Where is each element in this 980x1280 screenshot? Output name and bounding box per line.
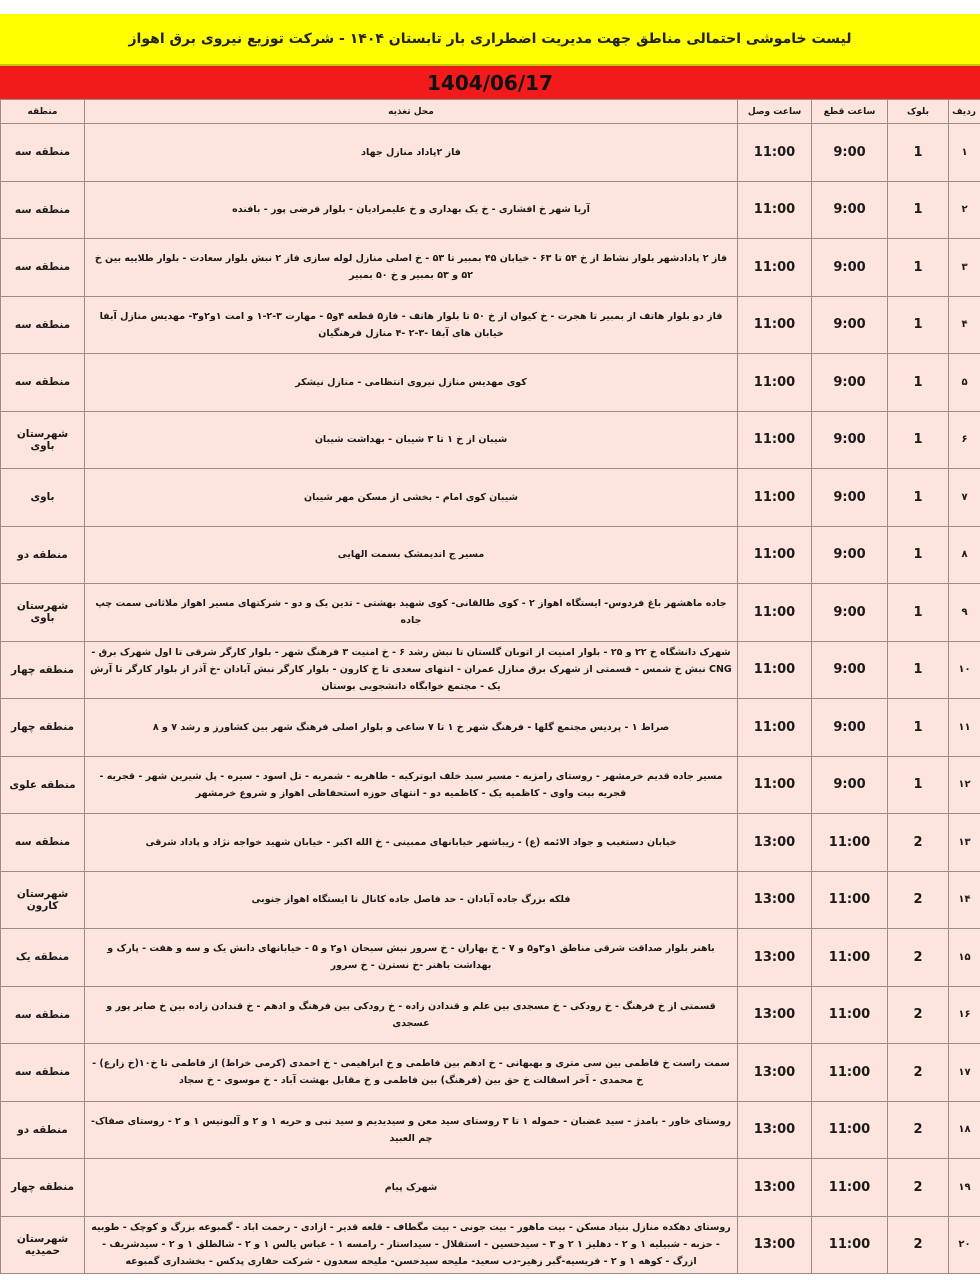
- region-cell: منطقه سه: [1, 814, 85, 872]
- header-block: بلوک: [888, 100, 949, 124]
- location-cell: شهرک دانشگاه خ ۲۲ و ۲۵ - بلوار امنیت از اتوبان گلستان تا نبش رشد ۶ - خ امنیت ۳ فرهنگ شهر - بلوار کارگر شرقی تا اول شهرک برق - CNG نبش خ شمس - قسمتی از شهرک برق منازل عمران - انتهای سعدی تا خ کارون - بلوار کارگر نبش آبادان -خ آذر از بلوار کارگر تا آرش یک - مجتمع خوابگاه دانشجویی بوستان: [85, 641, 738, 699]
- cut-time-cell: 9:00: [812, 526, 888, 584]
- cut-time-cell: 11:00: [812, 814, 888, 872]
- location-cell: شیبان کوی امام - بخشی از مسکن مهر شیبان: [85, 469, 738, 527]
- row-number: ۶: [949, 411, 980, 469]
- row-number: ۱۱: [949, 699, 980, 757]
- page-title: لیست خاموشی احتمالی مناطق جهت مدیریت اضطراری بار تابستان ۱۴۰۴ - شرکت توزیع نیروی برق اهواز: [0, 14, 980, 66]
- table-row: [1, 124, 980, 182]
- row-number: ۱۷: [949, 1044, 980, 1102]
- cut-time-cell: 11:00: [812, 1159, 888, 1217]
- block-cell: 2: [888, 986, 949, 1044]
- location-cell: مسیر جاده قدیم خرمشهر - روستای رامزیه - مسیر سید خلف ابوترکیه - طاهریه - شمریه - تل اسود - سیره - پل شیرین شهر - قجریه - قجریه بیت واوی - کاظمیه یک - کاظمیه دو - انتهای حوزه استحفاظی اهواز و شروع خرمشهر: [85, 756, 738, 814]
- cut-time-cell: 9:00: [812, 354, 888, 412]
- table-row: [1, 986, 980, 1044]
- block-cell: 1: [888, 411, 949, 469]
- cut-time-cell: 9:00: [812, 411, 888, 469]
- block-cell: 2: [888, 1044, 949, 1102]
- connect-time-cell: 11:00: [738, 756, 812, 814]
- location-cell: فلکه بزرگ جاده آبادان - حد فاصل جاده کانال تا ایستگاه اهواز جنوبی: [85, 871, 738, 929]
- cut-time-cell: 11:00: [812, 1216, 888, 1274]
- table-row: [1, 641, 980, 699]
- region-cell: منطقه چهار: [1, 699, 85, 757]
- cut-time-cell: 9:00: [812, 641, 888, 699]
- table-row: [1, 411, 980, 469]
- region-cell: منطقه چهار: [1, 641, 85, 699]
- block-cell: 2: [888, 929, 949, 987]
- cut-time-cell: 9:00: [812, 699, 888, 757]
- block-cell: 2: [888, 1101, 949, 1159]
- table-row: [1, 1216, 980, 1274]
- table-row: [1, 584, 980, 642]
- location-cell: فاز ۲ پادادشهر بلوار نشاط از خ ۵۴ تا ۶۳ - خیابان ۴۵ بمبیر تا ۵۳ - خ اصلی منازل لوله سازی فاز ۲ نبش بلوار سعادت - بلوار طلاییه بین خ ۵۲ و ۵۳ بمبیر و خ ۵۰ بمبیر: [85, 239, 738, 297]
- block-cell: 1: [888, 354, 949, 412]
- row-number: ۱۶: [949, 986, 980, 1044]
- connect-time-cell: 11:00: [738, 181, 812, 239]
- location-cell: روستای دهکده منازل بنیاد مسکن - بیت ماهور - بیت جونی - بیت مگطاف - قلعه قدیر - ازادی - رحمت اباد - گمبوعه بزرگ و کوچک - طوبیه - حزبه - شبیلیه ۱ و ۲ - دهلیز ۱ ۲ و ۳ - سیدحسین - استقلال - سیداستار - رامسه ۱ - عباس یالس ۱ و ۲ - شالطلق ۱ و ۲ - سیدشریف - ازرگ - کوهه ۱ و ۲ - فریسیه-گبر زهیر-دب سعید- ملیحه سیدحسن- ملیحه سعدون - شرکت حفاری پدکس - بخشداری گمبوعه: [85, 1216, 738, 1274]
- row-number: ۱۰: [949, 641, 980, 699]
- connect-time-cell: 11:00: [738, 641, 812, 699]
- row-number: ۲۰: [949, 1216, 980, 1274]
- location-cell: قسمتی از خ فرهنگ - خ رودکی - خ مسجدی بین علم و قندادن زاده - خ رودکی بین فرهنگ و ادهم - خ قندادن زاده بین خ صابر پور و عسجدی: [85, 986, 738, 1044]
- connect-time-cell: 11:00: [738, 296, 812, 354]
- row-number: ۳: [949, 239, 980, 297]
- header-location: محل تغذیه: [85, 100, 738, 124]
- row-number: ۲: [949, 181, 980, 239]
- region-cell: منطقه سه: [1, 354, 85, 412]
- location-cell: جاده ماهشهر باغ فردوس- ایستگاه اهواز ۲ - کوی طالقانی- کوی شهید بهشتی - تدین یک و دو - شرکتهای مسیر اهواز ملاثانی سمت چپ جاده: [85, 584, 738, 642]
- header-radif: ردیف: [949, 100, 980, 124]
- block-cell: 1: [888, 584, 949, 642]
- connect-time-cell: 11:00: [738, 239, 812, 297]
- row-number: ۵: [949, 354, 980, 412]
- block-cell: 1: [888, 181, 949, 239]
- cut-time-cell: 11:00: [812, 1044, 888, 1102]
- block-cell: 1: [888, 641, 949, 699]
- block-cell: 2: [888, 1216, 949, 1274]
- region-cell: منطقه دو: [1, 1101, 85, 1159]
- region-cell: منطقه سه: [1, 124, 85, 182]
- cut-time-cell: 11:00: [812, 1101, 888, 1159]
- cut-time-cell: 9:00: [812, 181, 888, 239]
- table-row: [1, 354, 980, 412]
- location-cell: باهنر بلوار صداقت شرقی مناطق ۱و۳و۵ و ۷ - خ بهاران - خ سرور نبش سبحان ۱و۲ و ۵ - خیابانهای دانش یک و سه و هفت - پارک و بهداشت باهنر -خ نسترن - خ سرور: [85, 929, 738, 987]
- connect-time-cell: 13:00: [738, 1159, 812, 1217]
- row-number: ۸: [949, 526, 980, 584]
- location-cell: فاز دو بلوار هاتف از بمبیر تا هجرت - خ کیوان از خ ۵۰ تا بلوار هاتف - فاز۵ قطعه ۴و۵ - مهارت ۳-۲-۱ و امت ۱و۲و۳- مهدیس منازل آبفا خیابان های آبفا -۳-۲ -۴ منازل فرهنگیان: [85, 296, 738, 354]
- location-cell: خیابان دستغیب و جواد الائمه (ع) - زیباشهر خیابانهای ممبینی - خ الله اکبر - خیابان شهید خواجه نژاد و پاداد شرقی: [85, 814, 738, 872]
- connect-time-cell: 13:00: [738, 871, 812, 929]
- row-number: ۱۳: [949, 814, 980, 872]
- region-cell: منطقه علوی: [1, 756, 85, 814]
- location-cell: شیبان از خ ۱ تا ۳ شیبان - بهداشت شیبان: [85, 411, 738, 469]
- outage-table: [0, 99, 980, 1274]
- table-row: [1, 1101, 980, 1159]
- table-row: [1, 756, 980, 814]
- region-cell: منطقه چهار: [1, 1159, 85, 1217]
- row-number: ۱۴: [949, 871, 980, 929]
- top-strip: [0, 0, 980, 14]
- location-cell: سمت راست خ فاطمی بین سی متری و بهبهانی - خ ادهم بین فاطمی و خ ابراهیمی - خ احمدی (کرمی خراط) از فاطمی تا خ۱۰(خ زارع) - خ محمدی - آخر اسفالت خ حق بین (فرهنگ) بین فاطمی و خ مقابل بهشت آباد - خ موسوی - خ سجاد: [85, 1044, 738, 1102]
- connect-time-cell: 11:00: [738, 584, 812, 642]
- cut-time-cell: 9:00: [812, 239, 888, 297]
- block-cell: 1: [888, 699, 949, 757]
- region-cell: منطقه سه: [1, 986, 85, 1044]
- region-cell: شهرستان باوی: [1, 584, 85, 642]
- row-number: ۹: [949, 584, 980, 642]
- table-row: [1, 469, 980, 527]
- block-cell: 2: [888, 814, 949, 872]
- cut-time-cell: 11:00: [812, 871, 888, 929]
- row-number: ۱: [949, 124, 980, 182]
- region-cell: شهرستان باوی: [1, 411, 85, 469]
- cut-time-cell: 9:00: [812, 296, 888, 354]
- table-row: [1, 699, 980, 757]
- region-cell: شهرستان حمیدیه: [1, 1216, 85, 1274]
- location-cell: مسیر ج اندیمشک بسمت الهایی: [85, 526, 738, 584]
- table-row: [1, 871, 980, 929]
- connect-time-cell: 11:00: [738, 469, 812, 527]
- location-cell: آریا شهر خ افشاری - خ یک بهداری و خ علیمرادیان - بلوار فرضی پور - بافنده: [85, 181, 738, 239]
- region-cell: شهرستان کارون: [1, 871, 85, 929]
- table-row: [1, 296, 980, 354]
- table-row: [1, 1044, 980, 1102]
- connect-time-cell: 13:00: [738, 1101, 812, 1159]
- table-row: [1, 814, 980, 872]
- cut-time-cell: 9:00: [812, 584, 888, 642]
- table-row: [1, 929, 980, 987]
- region-cell: منطقه دو: [1, 526, 85, 584]
- row-number: ۷: [949, 469, 980, 527]
- block-cell: 1: [888, 526, 949, 584]
- cut-time-cell: 9:00: [812, 756, 888, 814]
- connect-time-cell: 13:00: [738, 814, 812, 872]
- cut-time-cell: 9:00: [812, 469, 888, 527]
- connect-time-cell: 11:00: [738, 699, 812, 757]
- cut-time-cell: 11:00: [812, 929, 888, 987]
- connect-time-cell: 13:00: [738, 1044, 812, 1102]
- table-row: [1, 1159, 980, 1217]
- region-cell: باوی: [1, 469, 85, 527]
- region-cell: منطقه سه: [1, 296, 85, 354]
- region-cell: منطقه سه: [1, 181, 85, 239]
- table-row: [1, 526, 980, 584]
- row-number: ۱۵: [949, 929, 980, 987]
- connect-time-cell: 11:00: [738, 526, 812, 584]
- row-number: ۱۸: [949, 1101, 980, 1159]
- region-cell: منطقه سه: [1, 239, 85, 297]
- block-cell: 1: [888, 469, 949, 527]
- table-header-row: [1, 100, 980, 124]
- cut-time-cell: 11:00: [812, 986, 888, 1044]
- block-cell: 1: [888, 296, 949, 354]
- region-cell: منطقه سه: [1, 1044, 85, 1102]
- block-cell: 1: [888, 239, 949, 297]
- row-number: ۱۲: [949, 756, 980, 814]
- header-cut-time: ساعت قطع: [812, 100, 888, 124]
- header-region: منطقه: [1, 100, 85, 124]
- connect-time-cell: 13:00: [738, 986, 812, 1044]
- block-cell: 2: [888, 1159, 949, 1217]
- block-cell: 1: [888, 124, 949, 182]
- connect-time-cell: 11:00: [738, 354, 812, 412]
- connect-time-cell: 13:00: [738, 929, 812, 987]
- location-cell: شهرک پیام: [85, 1159, 738, 1217]
- table-row: [1, 239, 980, 297]
- location-cell: روستای خاور - بامدژ - سید غضبان - حموله ۱ تا ۳ روستای سید معن و سیدیدیم و سید نبی و حریه ۱ و ۲ و آلبونیس ۱ و ۲ - روستای صفاک-چم العبید: [85, 1101, 738, 1159]
- header-connect-time: ساعت وصل: [738, 100, 812, 124]
- location-cell: فاز ۲پاداد منازل جهاد: [85, 124, 738, 182]
- location-cell: صراط ۱ - پردیس مجتمع گلها - فرهنگ شهر خ ۱ تا ۷ ساعی و بلوار اصلی فرهنگ شهر بین کشاورز و رشد ۷ و ۸: [85, 699, 738, 757]
- row-number: ۴: [949, 296, 980, 354]
- region-cell: منطقه یک: [1, 929, 85, 987]
- cut-time-cell: 9:00: [812, 124, 888, 182]
- block-cell: 2: [888, 871, 949, 929]
- table-row: [1, 181, 980, 239]
- date-banner: 1404/06/17: [0, 66, 980, 99]
- connect-time-cell: 11:00: [738, 411, 812, 469]
- row-number: ۱۹: [949, 1159, 980, 1217]
- location-cell: کوی مهدیس منازل نیروی انتظامی - منازل نیشکر: [85, 354, 738, 412]
- connect-time-cell: 11:00: [738, 124, 812, 182]
- block-cell: 1: [888, 756, 949, 814]
- connect-time-cell: 13:00: [738, 1216, 812, 1274]
